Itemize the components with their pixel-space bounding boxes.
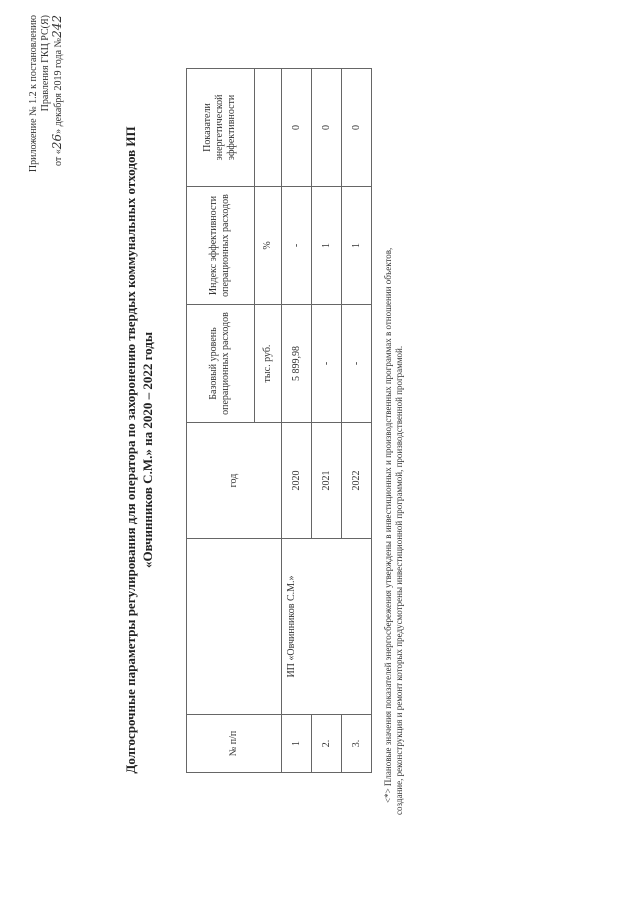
cell-base: - (312, 305, 342, 423)
header-index: Индекс эффективности операционных расходов (187, 187, 255, 305)
footnote-line-1: <*> Плановые значения показателей энергосбережения утверждены в инвестиционных и производственных программах в отношении объектов, (383, 247, 393, 803)
cell-energy: 0 (342, 69, 372, 187)
cell-index: 1 (342, 187, 372, 305)
approval-number-handwritten: 242 (50, 15, 64, 38)
cell-index: 1 (312, 187, 342, 305)
title-line-2: «Овчинников С.М.» на 2020 – 2022 годы (140, 331, 155, 569)
unit-index: % (254, 187, 281, 305)
cell-energy: 0 (312, 69, 342, 187)
cell-org-name: ИП «Овчинников С.М.» (282, 539, 372, 715)
cell-num: 3. (342, 715, 372, 773)
table-header-row (187, 69, 255, 773)
approval-day-handwritten: 26 (50, 133, 64, 150)
footnote-line-2: создание, реконструкция и ремонт которых предусмотрены инвестиционной программой, производственной программой. (394, 345, 404, 815)
cell-base: - (342, 305, 372, 423)
cell-year: 2022 (342, 423, 372, 539)
document-title (122, 55, 156, 845)
table-row (282, 69, 312, 773)
cell-num: 1 (282, 715, 312, 773)
footnote (383, 55, 405, 815)
cell-year: 2020 (282, 423, 312, 539)
cell-year: 2021 (312, 423, 342, 539)
approval-line-1: Приложение № 1.2 к постановлению (28, 15, 39, 173)
approval-date-mid: » декабря 2019 года № (53, 37, 64, 134)
approval-date-prefix: от « (53, 149, 64, 166)
approval-line-3 (52, 15, 65, 265)
cell-base: 5 899,98 (282, 305, 312, 423)
title-line-1: Долгосрочные параметры регулирования для оператора по захоронению твердых коммунальных отходов ИП (123, 126, 138, 774)
header-base: Базовый уровень операционных расходов (187, 305, 255, 423)
unit-base: тыс. руб. (254, 305, 281, 423)
cell-energy: 0 (282, 69, 312, 187)
unit-energy (254, 69, 281, 187)
cell-index: - (282, 187, 312, 305)
header-org (187, 539, 282, 715)
approval-stamp (28, 15, 65, 265)
cell-num: 2. (312, 715, 342, 773)
parameters-table (186, 68, 372, 773)
header-year: год (187, 423, 282, 539)
header-num: № п/п (187, 715, 282, 773)
approval-line-2: Правления ГКЦ РС(Я) (40, 15, 51, 112)
header-energy: Показатели энергетической эффективности (187, 69, 255, 187)
